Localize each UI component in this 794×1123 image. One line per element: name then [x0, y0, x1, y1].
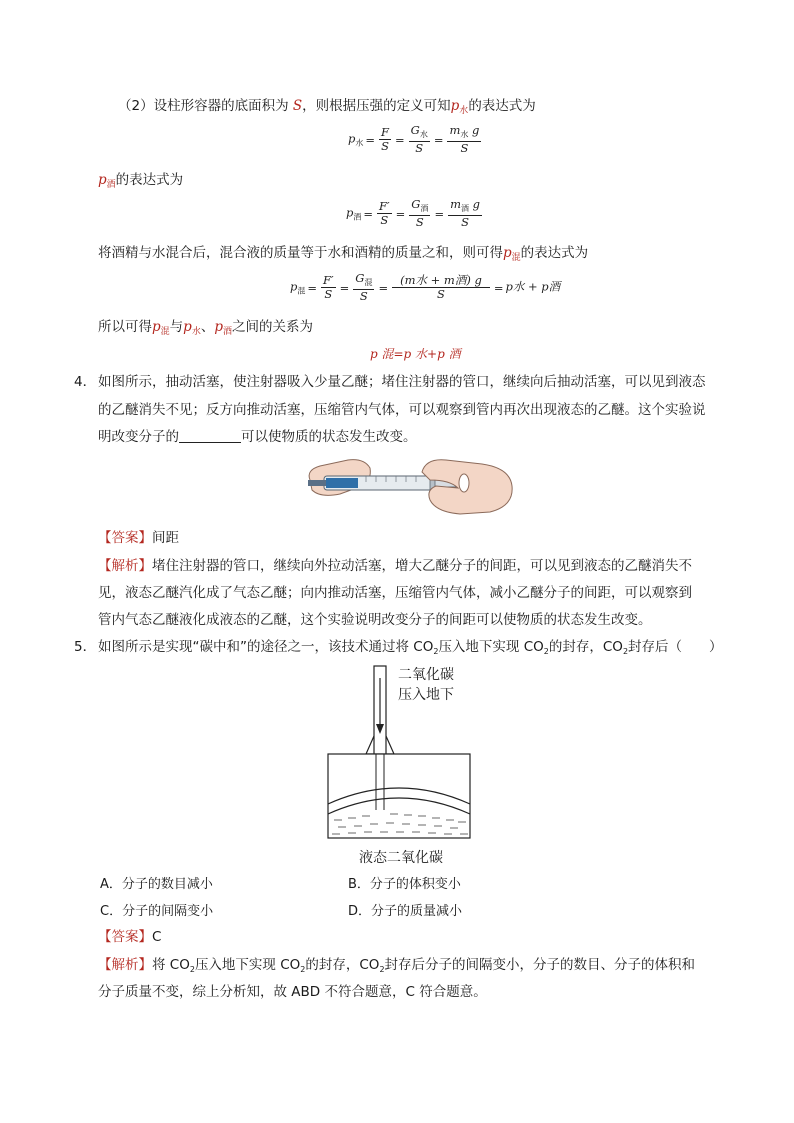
- q5-answer: [98, 927, 161, 947]
- option-d-text: 分子的质量减小: [371, 904, 463, 919]
- var-s: S: [292, 98, 303, 114]
- var-p-water-2-sub: 水: [191, 327, 201, 337]
- syringe-liquid: [326, 478, 358, 488]
- part2-line4-prefix: 所以可得: [98, 319, 152, 335]
- f3-n3: (m水 + m酒) g: [392, 274, 490, 288]
- part2-line2-suffix: 的表达式为: [115, 172, 184, 188]
- q4-analysis-3: 管内气态乙醚液化成液态的乙醚，这个实验说明改变分子的间距可以使物质的状态发生改变。: [98, 612, 652, 628]
- part2-line3: [98, 243, 588, 268]
- q5-analysis-2: 分子质量不变，综上分析知，故 ABD 不符合题意，C 符合题意。: [98, 984, 487, 1000]
- q4-line3: [98, 427, 417, 447]
- f3-n2: G: [355, 271, 365, 285]
- q5-answer-value: C: [152, 929, 162, 945]
- f2-frac3: [448, 198, 482, 229]
- part2-line2: [98, 170, 183, 195]
- f2-lhs: p: [346, 205, 354, 220]
- f2-frac1: [377, 200, 392, 227]
- option-b[interactable]: [348, 873, 461, 892]
- f2-n3-sub: 酒: [460, 204, 469, 213]
- option-a[interactable]: [100, 873, 213, 892]
- formula-p-alcohol: $p_酒$ = $\frac{F'}{S}$ = $\frac{G_酒}{S}$ = $\frac{m_酒 g}{S}$: [346, 197, 481, 229]
- part2-line4-mid2: 、: [200, 319, 215, 335]
- part2-line1-mid: ，则根据压强的定义可知: [302, 98, 451, 114]
- f3-d1: S: [324, 287, 333, 301]
- q5-line1-b: 压入地下实现 CO: [438, 639, 544, 655]
- syringe-hands-figure: [300, 450, 520, 520]
- f3-tail: p水 + p酒: [505, 279, 561, 294]
- sub-2c: 2: [622, 647, 629, 656]
- f1-frac2: [409, 124, 430, 155]
- option-a-key: A．: [100, 877, 122, 892]
- f2-n3: m: [450, 197, 461, 211]
- q5-line1-d: 封存后（ ）: [628, 639, 723, 655]
- formula-p-water: $p_水$ = $\frac{F}{S}$ = $\frac{G_水}{S}$ = $\frac{m_水 g}{S}$: [348, 123, 480, 155]
- f3-frac2: [353, 272, 374, 303]
- q4-analysis-1: [98, 556, 692, 576]
- q5-number: 5．: [74, 639, 97, 655]
- var-p-mix-sub: 混: [511, 253, 521, 263]
- f1-n2: G: [410, 123, 420, 137]
- f3-frac1: [321, 274, 336, 301]
- f3-n1: F′: [323, 273, 334, 287]
- relation-result: p 混=p 水+p 酒: [370, 347, 461, 361]
- f2-frac2: [409, 198, 430, 229]
- sub-2a: 2: [433, 647, 439, 656]
- f3-lhs: p: [290, 279, 298, 294]
- f2-n1: F′: [379, 199, 390, 213]
- q4-line3-prefix: 明改变分子的: [98, 429, 179, 445]
- part2-line3-suffix: 的表达式为: [520, 245, 589, 261]
- f3-lhs-sub: 混: [297, 286, 306, 296]
- part2-line1: [118, 96, 536, 121]
- f1-n3-tail: g: [472, 123, 480, 137]
- q5-analysis-label: 【解析】: [98, 957, 152, 973]
- q5-line1-a: 如图所示是实现“碳中和”的途径之一，该技术通过将 CO: [98, 639, 434, 655]
- f1-n2-sub: 水: [419, 130, 428, 139]
- f1-d3: S: [460, 141, 469, 155]
- syringe-tip: [308, 480, 326, 486]
- var-p: p: [450, 98, 460, 114]
- f2-lhs-sub: 酒: [353, 212, 362, 222]
- q5-answer-label: 【答案】: [98, 929, 152, 945]
- f1-frac3: [447, 124, 481, 155]
- var-p-water-2: p: [183, 319, 192, 335]
- var-p-alcohol: p: [98, 172, 107, 188]
- sub-2e: 2: [300, 965, 306, 974]
- f3-frac3: [392, 274, 490, 301]
- f1-d1: S: [381, 139, 389, 153]
- answer-blank: [179, 430, 241, 443]
- analysis-label: 【解析】: [98, 558, 152, 574]
- fig-label-pressed: 压入地下: [398, 687, 454, 703]
- fig-caption-liquid-co2: 液态二氧化碳: [359, 850, 443, 866]
- f1-frac1: [379, 126, 391, 153]
- var-p-alcohol-2-sub: 酒: [223, 327, 233, 337]
- f1-lhs: p: [348, 131, 356, 146]
- q4-line1: 如图所示，抽动活塞，使注射器吸入少量乙醚；堵住注射器的管口，继续向后抽动活塞，可以见到液态: [98, 374, 706, 390]
- q5-analysis-1: [98, 955, 695, 980]
- option-d-key: D．: [348, 904, 372, 919]
- q5-line1-c: 的封存，CO: [548, 639, 623, 655]
- answer-value: 间距: [152, 530, 179, 546]
- option-c[interactable]: [100, 900, 213, 919]
- part2-line4-suffix: 之间的关系为: [232, 319, 314, 335]
- f2-d3: S: [461, 215, 469, 229]
- f2-n2-sub: 酒: [420, 204, 429, 213]
- q5-an-b: 压入地下实现 CO: [194, 957, 301, 973]
- f3-n2-sub: 混: [364, 278, 373, 287]
- f1-d2: S: [415, 141, 424, 155]
- var-p-alcohol-2: p: [214, 319, 223, 335]
- f3-d3: S: [437, 287, 445, 301]
- q4-line2: 的乙醚消失不见；反方向推动活塞，压缩管内气体，可以观察到管内再次出现液态的乙醚。这个实验说: [98, 402, 706, 418]
- f2-d1: S: [380, 213, 389, 227]
- plunger-knob: [459, 474, 469, 492]
- var-p-sub: 水: [459, 106, 469, 116]
- var-p-alcohol-sub: 酒: [106, 180, 116, 190]
- f1-n3: m: [449, 123, 461, 137]
- part2-line3-text: 将酒精与水混合后，混合液的质量等于水和酒精的质量之和，则可得: [98, 245, 503, 261]
- option-b-key: B．: [348, 877, 370, 892]
- q5-an-c: 的封存，CO: [305, 957, 380, 973]
- part2-line4-mid1: 与: [169, 319, 184, 335]
- formula-p-mix: $p_混$ = $\frac{F'}{S}$ = $\frac{G_混}{S}$ = $\frac{\text{(m水 + m酒) g}}{S}$ = p水 + p酒: [290, 271, 561, 303]
- sub-2b: 2: [543, 647, 549, 656]
- q4-number: 4．: [74, 374, 97, 390]
- var-p-mix-2-sub: 混: [160, 327, 170, 337]
- part2-line1-suffix: 的表达式为: [468, 98, 536, 114]
- q4-line3-suffix: 可以使物质的状态发生改变。: [241, 429, 417, 445]
- f1-n3-sub: 水: [460, 130, 469, 139]
- f2-n2: G: [411, 197, 421, 211]
- q4-answer: [98, 528, 179, 548]
- sub-2f: 2: [379, 965, 385, 974]
- f2-n3-tail: g: [472, 197, 481, 211]
- var-p-mix: p: [503, 245, 512, 261]
- option-a-text: 分子的数目减小: [121, 877, 213, 892]
- sub-2d: 2: [189, 965, 195, 974]
- f2-d2: S: [415, 215, 424, 229]
- f1-n1: F: [381, 125, 389, 139]
- option-c-key: C．: [100, 904, 123, 919]
- option-d[interactable]: [348, 900, 462, 919]
- analysis-text: 堵住注射器的管口，继续向外拉动活塞，增大乙醚分子的间距，可以见到液态的乙醚消失不: [152, 558, 692, 574]
- q5-an-a: 将 CO: [152, 957, 190, 973]
- part2-line1-text: （2）设柱形容器的底面积为: [118, 98, 293, 114]
- q4-analysis-2: 见，液态乙醚汽化成了气态乙醚；向内推动活塞，压缩管内气体，减小乙醚分子的间距，可以观察到: [98, 585, 692, 601]
- q5-line1: [98, 637, 723, 662]
- option-c-text: 分子的间隔变小: [122, 904, 214, 919]
- f3-d2: S: [359, 289, 368, 303]
- answer-label: 【答案】: [98, 530, 152, 546]
- var-p-mix-2: p: [152, 319, 161, 335]
- fig-label-co2: 二氧化碳: [398, 667, 454, 683]
- part2-line4: [98, 317, 313, 342]
- f1-lhs-sub: 水: [355, 138, 364, 148]
- option-b-text: 分子的体积变小: [369, 877, 461, 892]
- q5-an-d: 封存后分子的间隔变小，分子的数目、分子的体积和: [384, 957, 696, 973]
